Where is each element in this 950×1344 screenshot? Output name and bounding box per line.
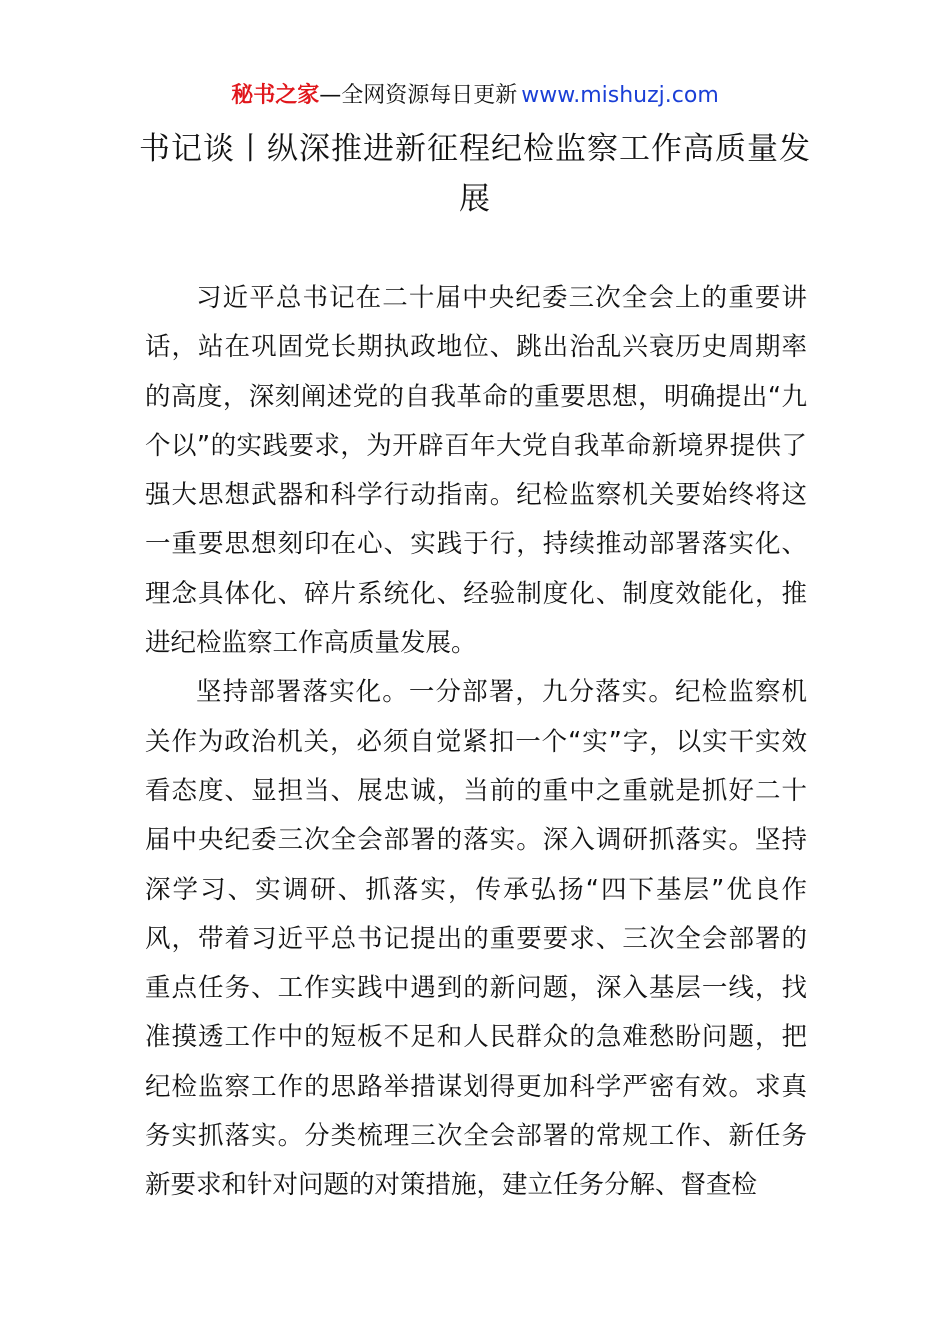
site-url-link[interactable]: www.mishuzj.com bbox=[521, 83, 719, 108]
paragraph-intro: 习近平总书记在二十届中央纪委三次全会上的重要讲话，站在巩固党长期执政地位、跳出治乱兴衰历史周期率的高度，深刻阐述党的自我革命的重要思想，明确提出“九个以”的实践要求，为开辟百年大党自我革命新境界提供了强大思想武器和科学行动指南。纪检监察机关要始终将这一重要思想刻印在心、实践于行，持续推动部署落实化、理念具体化、碎片系统化、经验制度化、制度效能化，推进纪检监察工作高质量发展。 bbox=[145, 283, 807, 659]
site-header bbox=[0, 80, 950, 112]
document-title: 书记谈丨纵深推进新征程纪检监察工作高质量发展 bbox=[139, 131, 811, 217]
paragraph-section-1: 坚持部署落实化。一分部署，九分落实。纪检监察机关作为政治机关，必须自觉紧扣一个“实”字，以实干实效看态度、显担当、展忠诚，当前的重中之重就是抓好二十届中央纪委三次全会部署的落实。深入调研抓落实。坚持深学习、实调研、抓落实，传承弘扬“四下基层”优良作风，带着习近平总书记提出的重要要求、三次全会部署的重点任务、工作实践中遇到的新问题，深入基层一线，找准摸透工作中的短板不足和人民群众的急难愁盼问题，把纪检监察工作的思路举措谋划得更加科学严密有效。求真务实抓落实。分类梳理三次全会部署的常规工作、新任务新要求和针对问题的对策措施，建立任务分解、督查检 bbox=[145, 677, 807, 1201]
site-name: 秘书之家 bbox=[231, 83, 320, 108]
document-body bbox=[145, 274, 807, 1211]
site-tagline: —全网资源每日更新 bbox=[319, 83, 518, 108]
